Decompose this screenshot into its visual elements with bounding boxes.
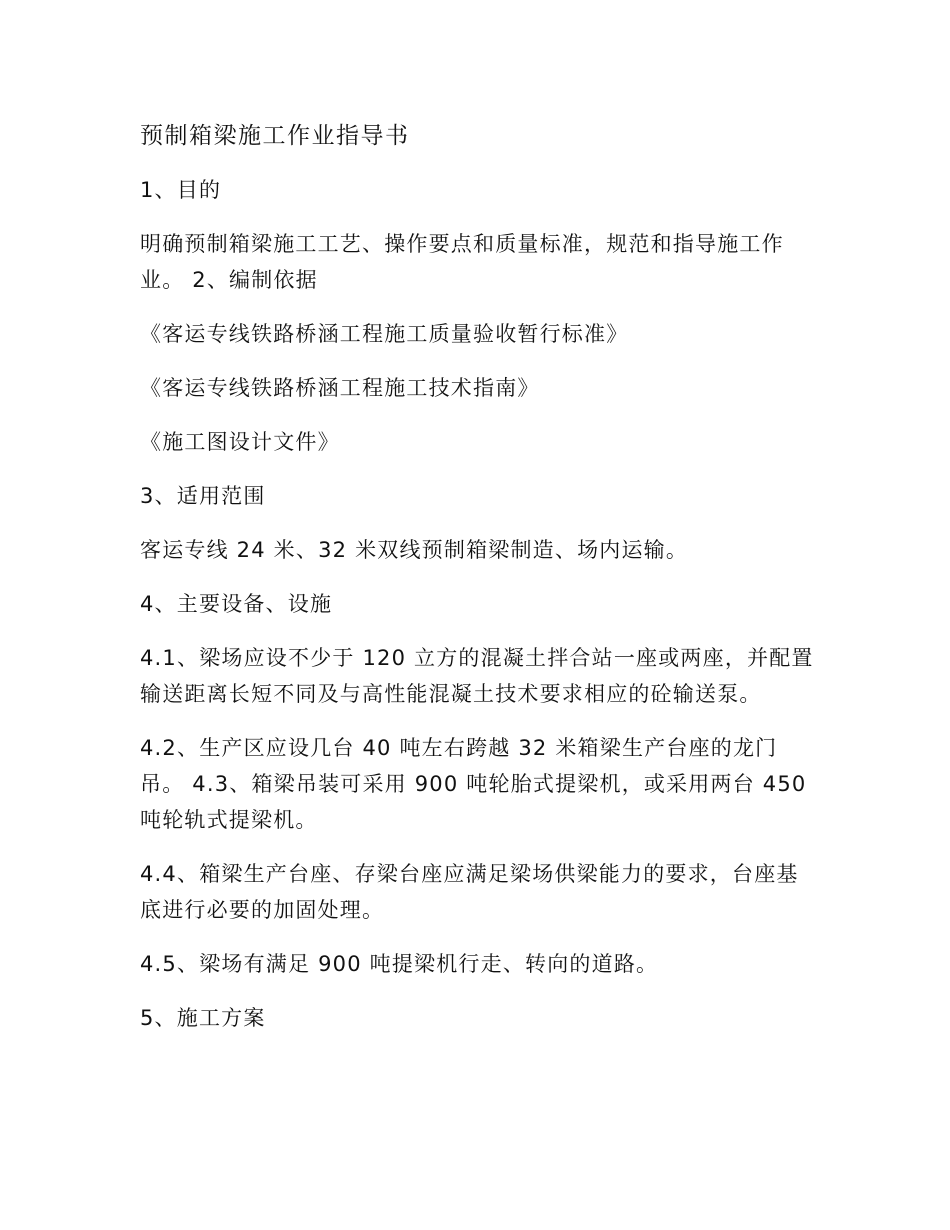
section-heading-scope: 3、适用范围: [140, 484, 266, 508]
paragraph-scope: 客运专线 24 米、32 米双线预制箱梁制造、场内运输。: [140, 538, 689, 562]
reference-technical-guide: 《客运专线铁路桥涵工程施工技术指南》: [140, 376, 540, 400]
paragraph-4-4: 4.4、箱梁生产台座、存梁台座应满足梁场供梁能力的要求，台座基底进行必要的加固处理。: [140, 862, 799, 922]
section-heading-equipment: 4、主要设备、设施: [140, 592, 333, 616]
reference-standard-acceptance: 《客运专线铁路桥涵工程施工质量验收暂行标准》: [140, 322, 629, 346]
section-heading-plan: 5、施工方案: [140, 1006, 266, 1030]
reference-design-drawings: 《施工图设计文件》: [140, 430, 340, 454]
paragraph-4-1: 4.1、梁场应设不少于 120 立方的混凝土拌合站一座或两座，并配置输送距离长短不同及与高性能混凝土技术要求相应的砼输送泵。: [140, 646, 814, 706]
paragraph-4-2-4-3: 4.2、生产区应设几台 40 吨左右跨越 32 米箱梁生产台座的龙门吊。 4.3、箱梁吊装可采用 900 吨轮胎式提梁机，或采用两台 450 吨轮轨式提梁机。: [140, 736, 807, 832]
paragraph-4-5: 4.5、梁场有满足 900 吨提梁机行走、转向的道路。: [140, 952, 659, 976]
document-title: 预制箱梁施工作业指导书: [140, 123, 410, 149]
section-heading-purpose: 1、目的: [140, 178, 222, 202]
document-page: [140, 118, 815, 1036]
paragraph-purpose: 明确预制箱梁施工工艺、操作要点和质量标准，规范和指导施工作业。 2、编制依据: [140, 232, 784, 292]
